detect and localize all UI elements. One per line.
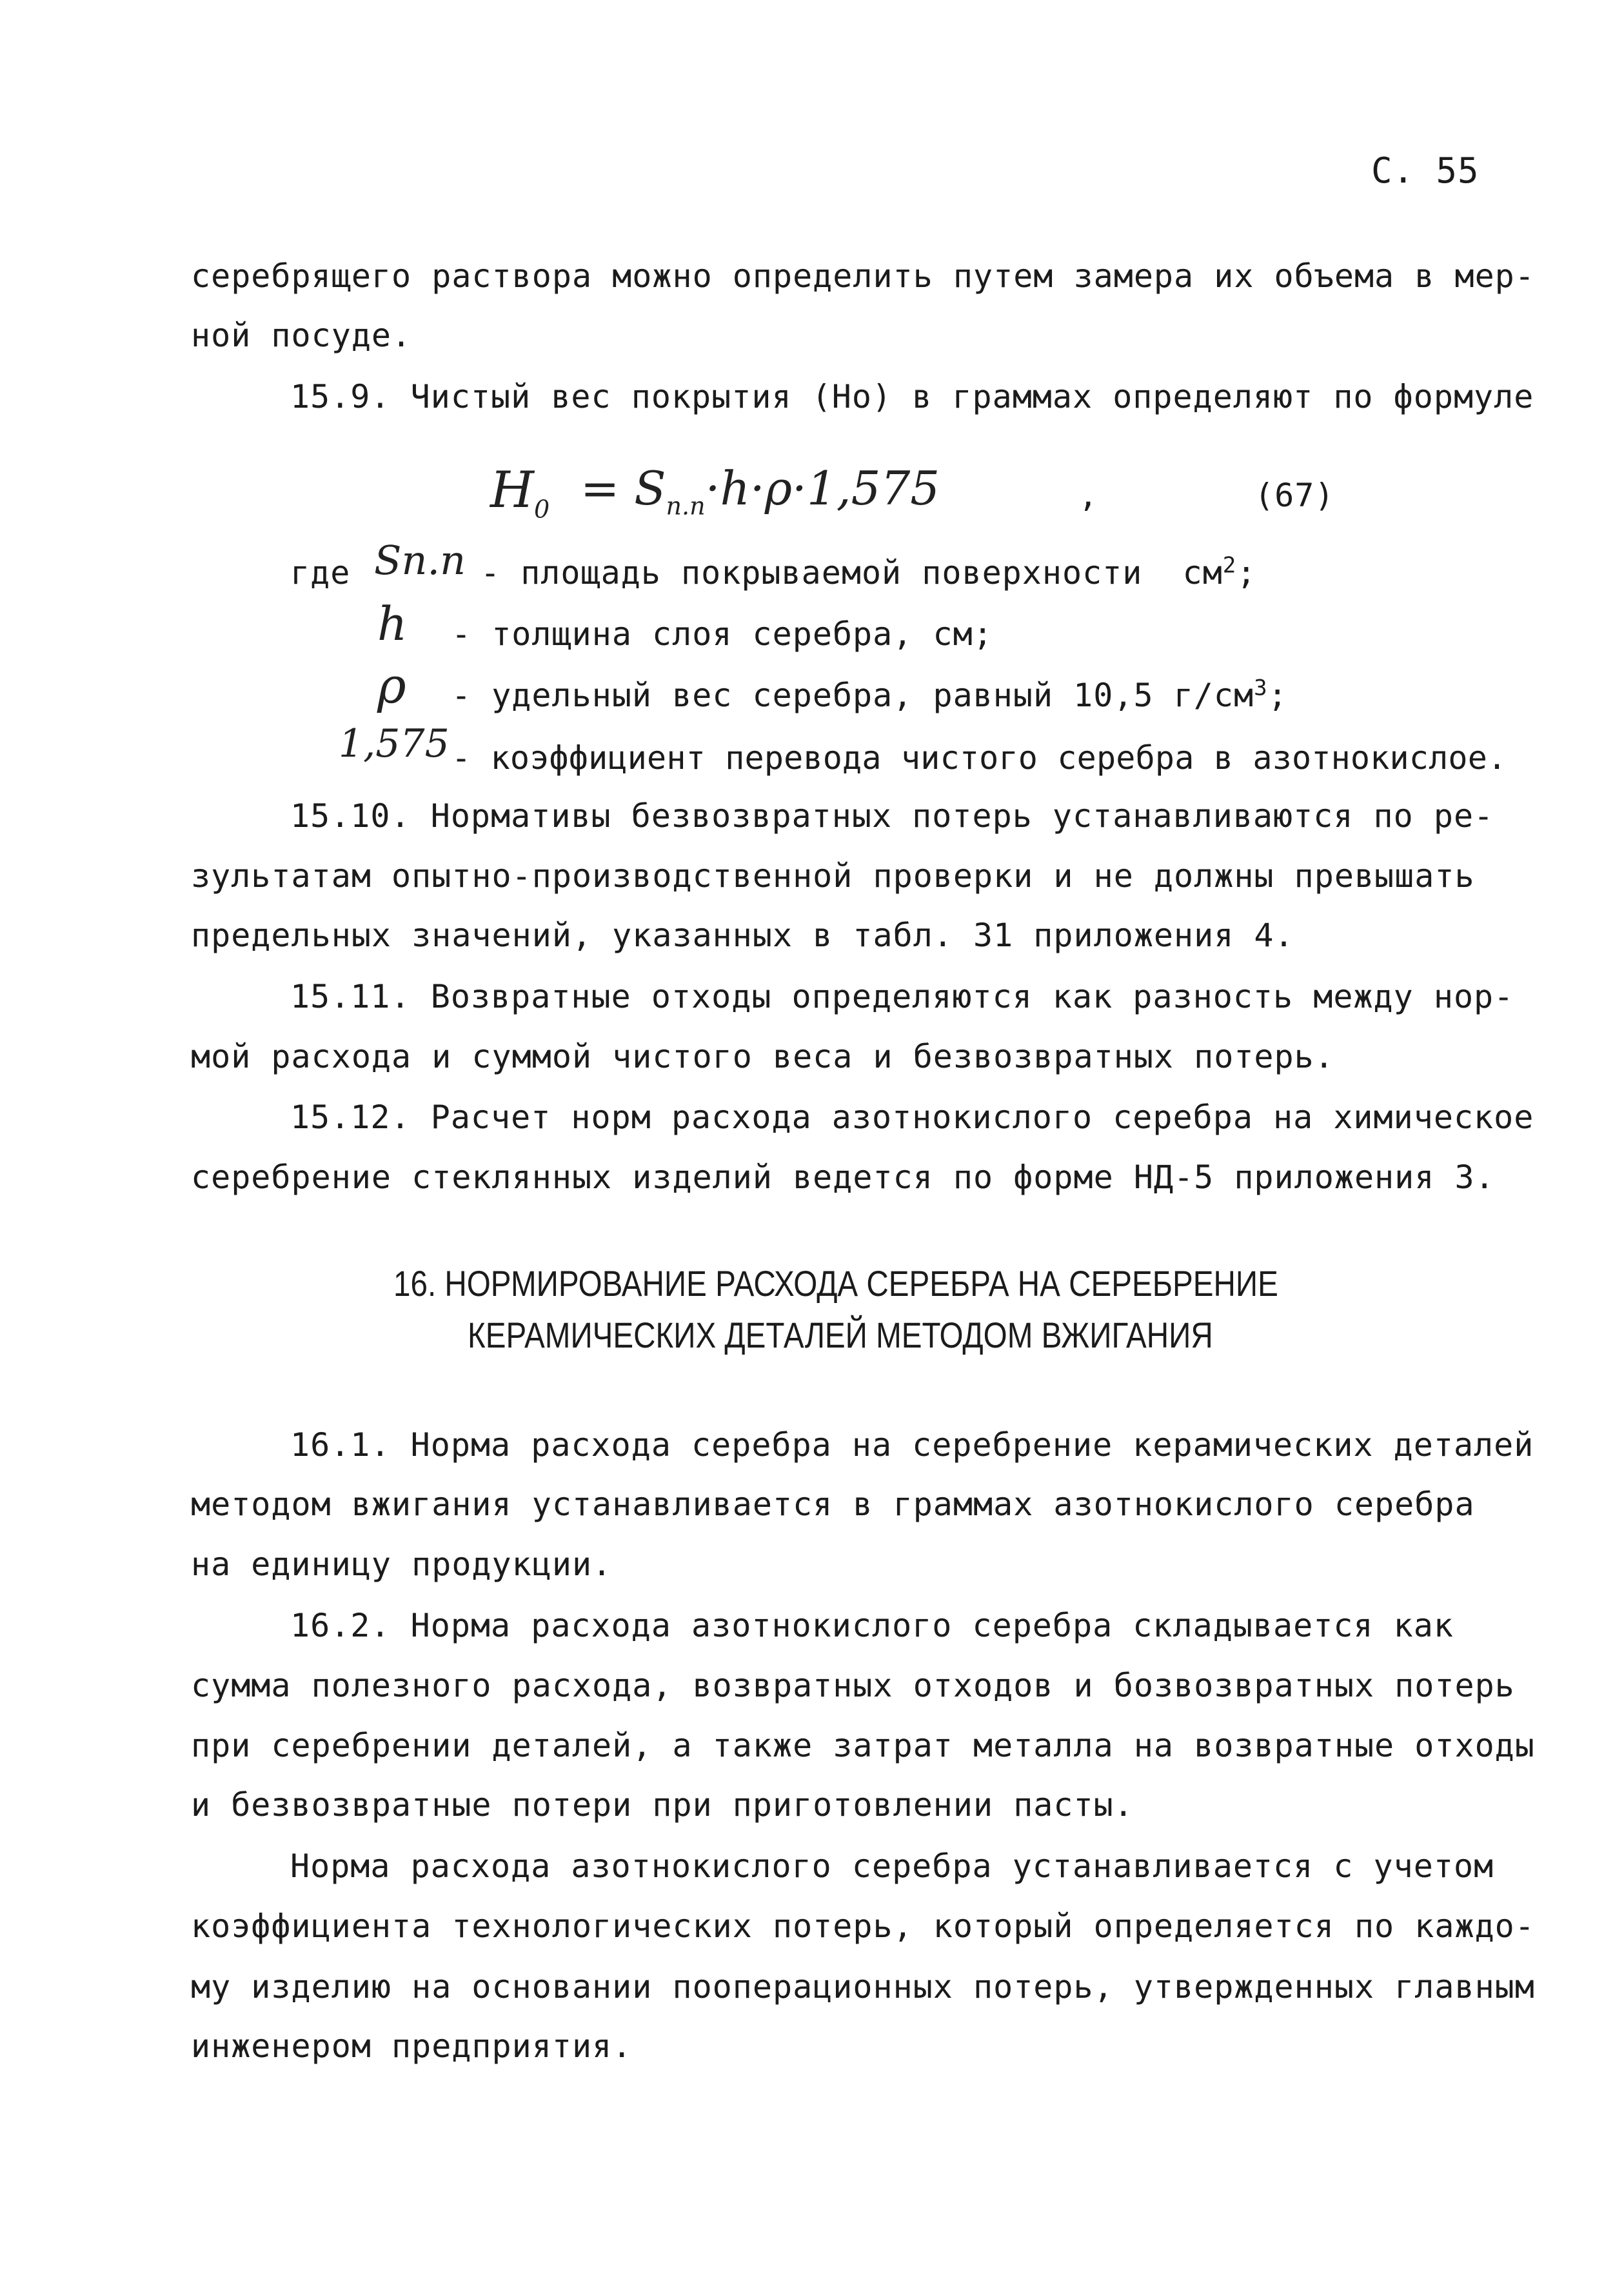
text-line: 15.10. Нормативы безвозвратных потерь устанавливаются по ре-	[290, 797, 1494, 835]
formula-rhs: = $S_{п.п}\cdot h\cdot\rho\cdot 1,575$	[580, 461, 940, 521]
where-text: - толщина слоя серебра, см;	[451, 615, 993, 653]
text-line: серебрящего раствора можно определить путем замера их объема в мер-	[191, 257, 1535, 295]
text-line: серебрение стеклянных изделий ведется по форме НД-5 приложения 3.	[191, 1159, 1495, 1196]
text-line: сумма полезного расхода, возвратных отходов и бозвозвратных потерь	[191, 1667, 1515, 1704]
where-text: - удельный вес серебра, равный 10,5 $г/см^3$;	[451, 675, 1288, 714]
where-text: - коэффициент перевода чистого серебра в азотнокислое.	[451, 739, 1507, 777]
symbol-h: h	[377, 597, 408, 651]
text-line: мой расхода и суммой чистого веса и безвозвратных потерь.	[191, 1038, 1334, 1075]
section-heading: 16. НОРМИРОВАНИЕ РАСХОДА СЕРЕБРА НА СЕРЕБРЕНИЕ	[393, 1263, 1278, 1304]
text-line: ной посуде.	[191, 317, 412, 354]
text-line: 15.11. Возвратные отходы определяются как разность между нор-	[290, 978, 1514, 1015]
formula-comma: ,	[1078, 477, 1099, 514]
where-label: где	[290, 554, 351, 592]
text-line: на единицу продукции.	[191, 1546, 613, 1583]
where-text: - площадь покрываемой поверхности $см^2$;	[480, 552, 1257, 592]
text-line: 16.2. Норма расхода азотнокислого серебра складывается как	[290, 1607, 1454, 1644]
text-line: методом вжигания устанавливается в граммах азотнокислого серебра	[191, 1486, 1475, 1523]
formula-lhs: $H_0$	[490, 461, 550, 524]
text-line: Норма расхода азотнокислого серебра устанавливается с учетом	[290, 1847, 1494, 1885]
page-number: С. 55	[1371, 150, 1480, 191]
text-line: 15.9. Чистый вес покрытия (Но) в граммах определяют по формуле	[290, 378, 1534, 415]
symbol-area: Sп.п	[374, 537, 466, 584]
text-line: коэффициента технологических потерь, который определяется по каждо-	[191, 1907, 1535, 1945]
text-line: 15.12. Расчет норм расхода азотнокислого серебра на химическое	[290, 1099, 1534, 1136]
text-line: му изделию на основании пооперационных потерь, утвержденных главным	[191, 1968, 1535, 2005]
symbol-rho: ρ	[377, 657, 406, 714]
text-line: 16.1. Норма расхода серебра на серебрение керамических деталей	[290, 1426, 1534, 1464]
text-line: инженером предприятия.	[191, 2027, 633, 2065]
text-line: при серебрении деталей, а также затрат металла на возвратные отходы	[191, 1727, 1535, 1764]
text-line: предельных значений, указанных в табл. 31 приложения 4.	[191, 917, 1294, 954]
symbol-coefficient: 1,575	[339, 721, 450, 766]
section-heading: КЕРАМИЧЕСКИХ ДЕТАЛЕЙ МЕТОДОМ ВЖИГАНИЯ	[468, 1315, 1213, 1355]
formula-number: (67)	[1254, 477, 1335, 514]
text-line: и безвозвратные потери при приготовлении пасты.	[191, 1786, 1134, 1824]
text-line: зультатам опытно-производственной проверки и не должны превышать	[191, 857, 1475, 895]
